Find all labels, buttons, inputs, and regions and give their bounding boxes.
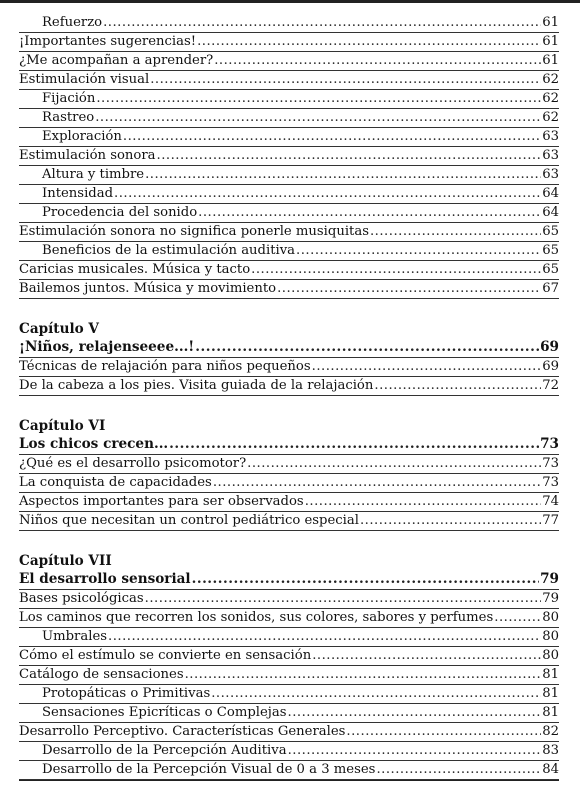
page-number: 81	[542, 705, 559, 720]
dot-leader	[247, 454, 541, 473]
page-number: 62	[542, 110, 559, 125]
dot-leader	[360, 511, 541, 530]
page-number: 63	[542, 129, 559, 144]
entry-label: Protopáticas o Primitivas	[42, 686, 211, 701]
toc-subentry[interactable]	[19, 166, 559, 185]
toc-entry[interactable]	[19, 71, 559, 90]
dot-leader	[123, 127, 541, 146]
entry-label: De la cabeza a los pies. Visita guiada de la relajación	[19, 378, 374, 393]
toc-subentry[interactable]	[19, 90, 559, 109]
entry-label: Desarrollo Perceptivo. Características Generales	[19, 724, 346, 739]
dot-leader	[169, 435, 539, 454]
toc-subentry[interactable]	[19, 242, 559, 261]
dot-leader	[346, 722, 541, 741]
page-number: 82	[542, 724, 559, 739]
entry-label: Rastreo	[42, 110, 95, 125]
page-number: 83	[542, 743, 559, 758]
page-number: 65	[542, 262, 559, 277]
table-of-contents	[19, 14, 559, 781]
page-number: 61	[542, 53, 559, 68]
dot-leader	[114, 184, 541, 203]
entry-label: Desarrollo de la Percepción Visual de 0 a 3 meses	[42, 762, 376, 777]
entry-label: La conquista de capacidades	[19, 475, 212, 490]
page-number: 73	[540, 436, 559, 452]
dot-leader	[198, 203, 541, 222]
page-number: 64	[542, 186, 559, 201]
toc-entry[interactable]	[19, 493, 559, 512]
entry-label: ¿Qué es el desarrollo psicomotor?	[19, 456, 247, 471]
page-number: 63	[542, 167, 559, 182]
entry-label: Exploración	[42, 129, 122, 144]
toc-entry[interactable]	[19, 377, 559, 396]
entry-label: Cómo el estímulo se convierte en sensación	[19, 648, 312, 663]
toc-subentry[interactable]	[19, 742, 559, 761]
entry-label: Aspectos importantes para ser observados	[19, 494, 304, 509]
dot-leader	[296, 241, 541, 260]
dot-leader	[145, 589, 542, 608]
entry-label: Procedencia del sonido	[42, 205, 198, 220]
entry-label: ¡Niños, relajenseeee...!	[19, 339, 195, 355]
page-number: 62	[542, 91, 559, 106]
page-number: 64	[542, 205, 559, 220]
section-spacer	[19, 299, 559, 320]
toc-entry[interactable]	[19, 474, 559, 493]
toc-entry[interactable]	[19, 261, 559, 280]
dot-leader	[370, 222, 541, 241]
entry-label: Estimulación visual	[19, 72, 150, 87]
toc-subentry[interactable]	[19, 204, 559, 223]
chapter-heading: Capítulo VII	[19, 553, 112, 569]
page-number: 65	[542, 224, 559, 239]
entry-label: Caricias musicales. Música y tacto	[19, 262, 251, 277]
entry-label: Umbrales	[42, 629, 108, 644]
entry-label: Bases psicológicas	[19, 591, 144, 606]
chapter-title-entry[interactable]	[19, 571, 559, 590]
chapter-heading: Capítulo V	[19, 321, 99, 337]
entry-label: Refuerzo	[42, 15, 103, 30]
dot-leader	[376, 760, 541, 779]
dot-leader	[103, 13, 541, 32]
dot-leader	[108, 627, 541, 646]
dot-leader	[195, 338, 539, 357]
dot-leader	[288, 703, 542, 722]
entry-label: Estimulación sonora	[19, 148, 156, 163]
toc-subentry[interactable]	[19, 128, 559, 147]
dot-leader	[251, 260, 541, 279]
entry-label: Altura y timbre	[42, 167, 145, 182]
toc-entry[interactable]	[19, 280, 559, 299]
page-number: 80	[542, 610, 559, 625]
page-number: 74	[542, 494, 559, 509]
page-number: 79	[542, 591, 559, 606]
dot-leader	[211, 684, 541, 703]
page-number: 72	[542, 378, 559, 393]
toc-subentry[interactable]	[19, 185, 559, 204]
section-spacer	[19, 396, 559, 417]
chapter-title-entry[interactable]	[19, 339, 559, 358]
entry-label: Sensaciones Epicríticas o Complejas	[42, 705, 287, 720]
toc-entry[interactable]	[19, 52, 559, 71]
page-number: 62	[542, 72, 559, 87]
page-number: 61	[542, 34, 559, 49]
toc-subentry[interactable]	[19, 109, 559, 128]
toc-subentry[interactable]	[19, 685, 559, 704]
entry-label: ¿Me acompañan a aprender?	[19, 53, 214, 68]
toc-entry[interactable]	[19, 147, 559, 166]
toc-entry[interactable]	[19, 590, 559, 609]
chapter-heading: Capítulo VI	[19, 418, 106, 434]
toc-entry[interactable]	[19, 609, 559, 628]
top-rule	[0, 0, 580, 3]
dot-leader	[277, 279, 541, 298]
dot-leader	[312, 357, 542, 376]
dot-leader	[145, 165, 541, 184]
dot-leader	[288, 741, 542, 760]
page-number: 77	[542, 513, 559, 528]
chapter-title-entry[interactable]	[19, 436, 559, 455]
entry-label: Fijación	[42, 91, 96, 106]
dot-leader	[197, 32, 541, 51]
entry-label: Técnicas de relajación para niños pequeños	[19, 359, 311, 374]
entry-label: ¡Importantes sugerencias!	[19, 34, 197, 49]
page-number: 80	[542, 629, 559, 644]
page-number: 61	[542, 15, 559, 30]
dot-leader	[185, 665, 542, 684]
entry-label: Los chicos crecen...	[19, 436, 169, 452]
entry-label: Beneficios de la estimulación auditiva	[42, 243, 296, 258]
page-number: 73	[542, 475, 559, 490]
toc-subentry[interactable]	[19, 761, 559, 780]
entry-label: El desarrollo sensorial	[19, 571, 191, 587]
toc-entry[interactable]	[19, 512, 559, 531]
dot-leader	[374, 376, 541, 395]
dot-leader	[214, 51, 541, 70]
dot-leader	[192, 570, 539, 589]
page-number: 69	[540, 339, 559, 355]
entry-label: Estimulación sonora no significa ponerle musiquitas	[19, 224, 369, 239]
dot-leader	[96, 89, 541, 108]
toc-entry[interactable]	[19, 358, 559, 377]
dot-leader	[157, 146, 542, 165]
toc-subentry[interactable]	[19, 628, 559, 647]
page-number: 69	[542, 359, 559, 374]
entry-label: Intensidad	[42, 186, 114, 201]
section-spacer	[19, 531, 559, 552]
page-number: 80	[542, 648, 559, 663]
dot-leader	[494, 608, 541, 627]
toc-subentry[interactable]	[19, 14, 559, 33]
page-number: 67	[542, 281, 559, 296]
entry-label: Catálogo de sensaciones	[19, 667, 184, 682]
page-number: 84	[542, 762, 559, 777]
entry-label: Niños que necesitan un control pediátrico especial	[19, 513, 359, 528]
page-number: 63	[542, 148, 559, 163]
page-number: 79	[540, 571, 559, 587]
toc-entry[interactable]	[19, 33, 559, 52]
dot-leader	[312, 646, 541, 665]
toc-entry[interactable]	[19, 647, 559, 666]
dot-leader	[150, 70, 541, 89]
page-number: 81	[542, 667, 559, 682]
page-number: 73	[542, 456, 559, 471]
page-number: 65	[542, 243, 559, 258]
page-number: 81	[542, 686, 559, 701]
toc-entry[interactable]	[19, 223, 559, 242]
dot-leader	[305, 492, 542, 511]
toc-entry[interactable]	[19, 455, 559, 474]
dot-leader	[95, 108, 541, 127]
dot-leader	[213, 473, 541, 492]
entry-label: Bailemos juntos. Música y movimiento	[19, 281, 277, 296]
toc-subentry[interactable]	[19, 704, 559, 723]
entry-label: Desarrollo de la Percepción Auditiva	[42, 743, 287, 758]
toc-entry[interactable]	[19, 666, 559, 685]
toc-entry[interactable]	[19, 723, 559, 742]
entry-label: Los caminos que recorren los sonidos, sus colores, sabores y perfumes	[19, 610, 494, 625]
